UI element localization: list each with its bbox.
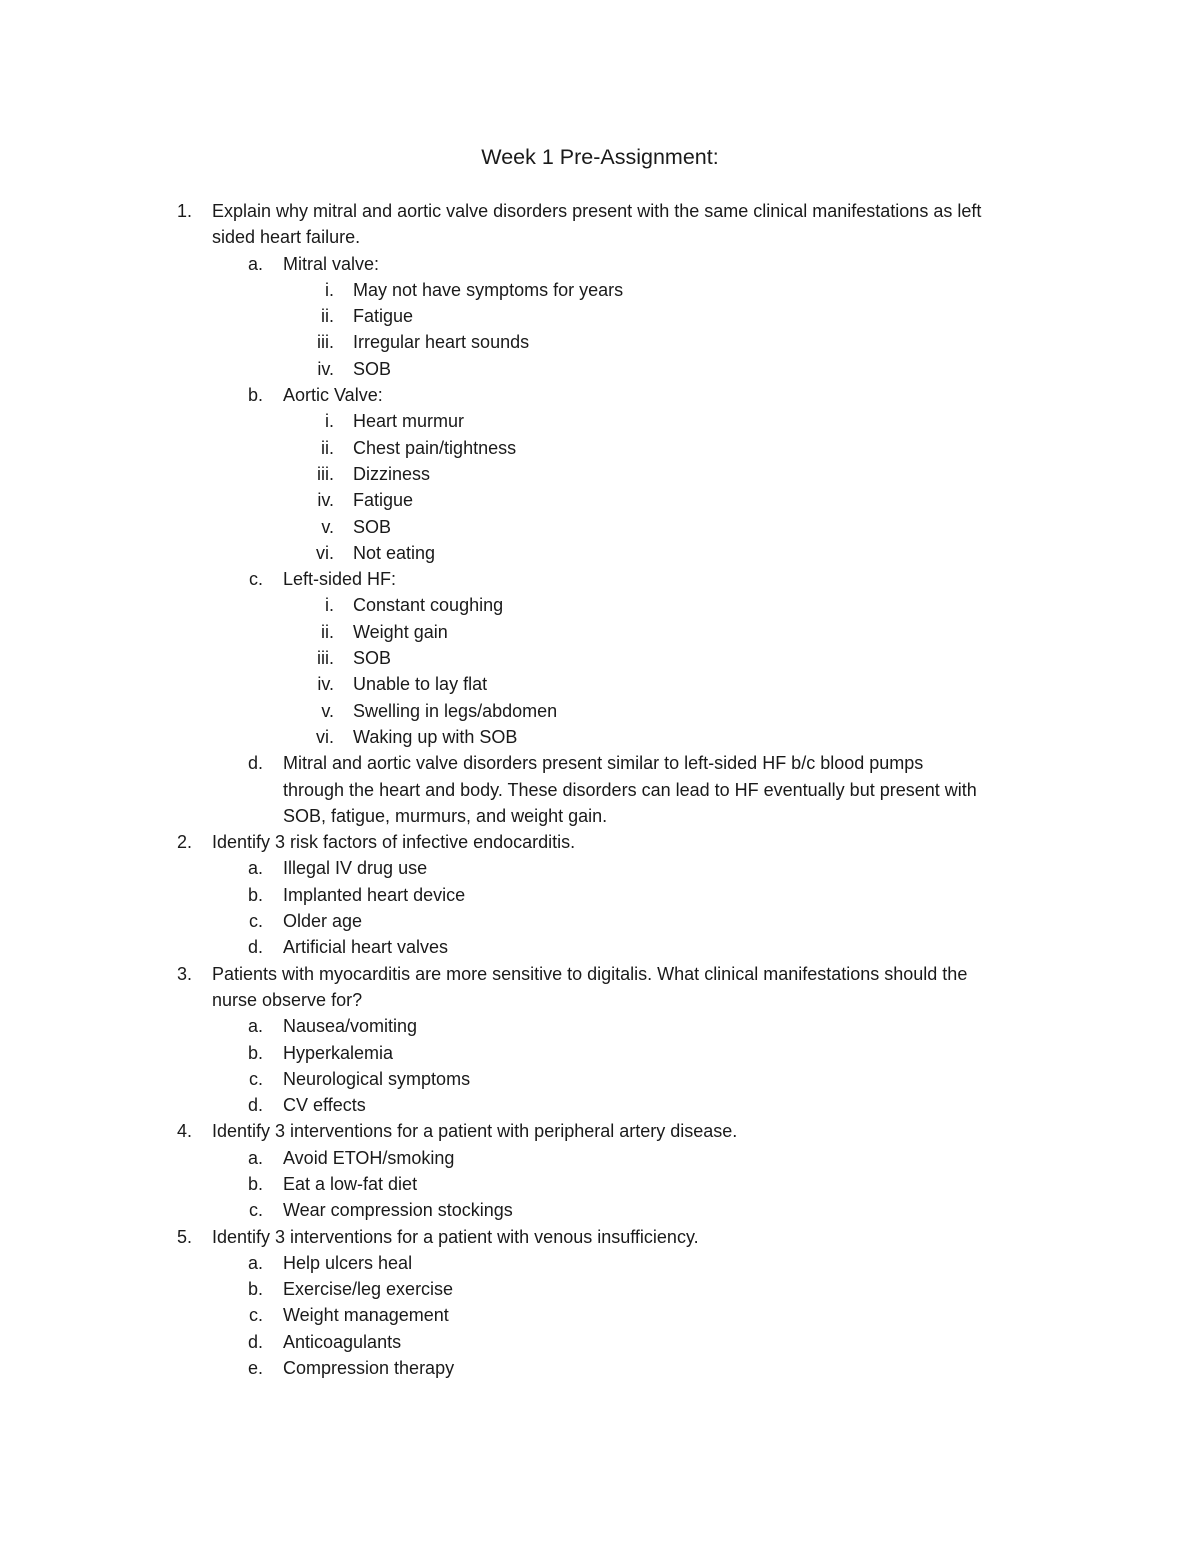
item-letter: d. [247,937,263,958]
item-text: Waking up with SOB [353,726,518,747]
question-line [0,987,1200,1013]
sub-list-item [0,303,1200,329]
list-item [0,251,1200,277]
list-item [0,1250,1200,1276]
page-title: Week 1 Pre-Assignment: [481,145,719,169]
question-line [0,829,1200,855]
item-letter: b. [247,385,263,406]
item-text: SOB [353,516,392,537]
list-item [0,1145,1200,1171]
item-numeral: iii. [317,648,334,669]
question-number: 5. [176,1226,192,1247]
item-numeral: iii. [317,463,334,484]
item-numeral: ii. [321,621,334,642]
question-2 [0,829,1200,960]
sub-list-item [0,487,1200,513]
sub-list-item [0,461,1200,487]
question-4 [0,1118,1200,1223]
item-letter: d. [247,753,263,774]
item-text: Older age [283,911,363,932]
sub-list-item [0,671,1200,697]
item-text: through the heart and body. These disorders can lead to HF eventually but present with [283,779,977,800]
item-numeral: ii. [321,437,334,458]
sub-list-item [0,408,1200,434]
item-letter: b. [247,1173,263,1194]
question-text: nurse observe for? [212,989,363,1010]
sub-list-item [0,329,1200,355]
list-item [0,934,1200,960]
item-text: Fatigue [353,306,414,327]
sub-list-item [0,514,1200,540]
item-text: Artificial heart valves [283,937,449,958]
list-item [0,382,1200,408]
question-text: Identify 3 interventions for a patient with peripheral artery disease. [212,1121,738,1142]
item-letter: e. [247,1358,263,1379]
list-item [0,1171,1200,1197]
item-text: May not have symptoms for years [353,279,624,300]
item-numeral: vi. [316,542,334,563]
question-1 [0,198,1200,829]
item-letter: c. [248,1305,263,1326]
item-text: Weight management [283,1305,449,1326]
list-item [0,1329,1200,1355]
item-letter: b. [247,1042,263,1063]
item-text: Avoid ETOH/smoking [283,1147,455,1168]
item-text: SOB, fatigue, murmurs, and weight gain. [283,805,608,826]
item-numeral: ii. [321,306,334,327]
list-item [0,1066,1200,1092]
item-text: Heart murmur [353,411,465,432]
item-text: Wear compression stockings [283,1200,513,1221]
item-numeral: i. [325,411,334,432]
item-text: Mitral valve: [283,253,380,274]
sub-list-item [0,592,1200,618]
question-text: Identify 3 risk factors of infective endocarditis. [212,832,576,853]
item-numeral: iv. [317,674,334,695]
sub-list-item [0,619,1200,645]
list-item [0,855,1200,881]
question-text: Identify 3 interventions for a patient with venous insufficiency. [212,1226,699,1247]
item-numeral: i. [325,279,334,300]
list-item-continuation [0,777,1200,803]
question-number: 3. [176,963,192,984]
question-number: 1. [176,201,192,221]
item-numeral: v. [321,700,334,721]
sub-list-item [0,277,1200,303]
question-text: Patients with myocarditis are more sensitive to digitalis. What clinical manifestations should the [212,963,968,984]
item-letter: d. [247,1331,263,1352]
item-text: Chest pain/tightness [353,437,517,458]
item-text: Not eating [353,542,436,563]
item-numeral: iv. [317,358,334,379]
question-line [0,1224,1200,1250]
item-text: Eat a low-fat diet [283,1173,418,1194]
sub-list-item [0,724,1200,750]
sub-list-item [0,698,1200,724]
list-item [0,1197,1200,1223]
item-letter: a. [247,1016,263,1037]
item-text: Nausea/vomiting [283,1016,418,1037]
item-text: Help ulcers heal [283,1252,413,1273]
sub-list-item [0,435,1200,461]
item-letter: c. [248,911,263,932]
item-letter: b. [247,1279,263,1300]
item-text: SOB [353,358,392,379]
sub-list-item [0,356,1200,382]
item-numeral: vi. [316,726,334,747]
question-line [0,1118,1200,1144]
list-item [0,1276,1200,1302]
item-text: Illegal IV drug use [283,858,428,879]
list-item [0,566,1200,592]
item-text: Swelling in legs/abdomen [353,700,558,721]
item-letter: c. [248,1068,263,1089]
item-letter: a. [247,858,263,879]
item-text: Compression therapy [283,1358,455,1379]
item-text: Neurological symptoms [283,1068,471,1089]
item-text: Exercise/leg exercise [283,1279,454,1300]
item-text: Unable to lay flat [353,674,488,695]
item-text: Dizziness [353,463,431,484]
item-text: CV effects [283,1095,366,1116]
sub-list-item [0,645,1200,671]
item-letter: c. [248,569,263,590]
question-text: sided heart failure. [212,227,361,248]
question-list [0,198,1200,1381]
item-letter: d. [247,1095,263,1116]
item-numeral: i. [325,595,334,616]
list-item [0,1355,1200,1381]
question-number: 4. [176,1121,192,1142]
sub-list-item [0,540,1200,566]
item-text: Irregular heart sounds [353,332,530,353]
list-item [0,908,1200,934]
item-numeral: v. [321,516,334,537]
item-numeral: iii. [317,332,334,353]
question-line [0,198,1200,224]
item-text: Hyperkalemia [283,1042,394,1063]
item-letter: b. [247,884,263,905]
item-text: Left-sided HF: [283,569,397,590]
item-letter: c. [248,1200,263,1221]
item-text: Implanted heart device [283,884,466,905]
item-text: Constant coughing [353,595,504,616]
item-numeral: iv. [317,490,334,511]
item-text: Mitral and aortic valve disorders present similar to left-sided HF b/c blood pumps [283,753,924,774]
list-item [0,1013,1200,1039]
item-letter: a. [247,1252,263,1273]
list-item [0,882,1200,908]
list-item [0,1040,1200,1066]
list-item [0,1092,1200,1118]
list-item-continuation [0,803,1200,829]
list-item [0,750,1200,776]
question-3 [0,961,1200,1119]
item-letter: a. [247,253,263,274]
item-text: Fatigue [353,490,414,511]
question-line [0,961,1200,987]
question-5 [0,1224,1200,1382]
item-text: Anticoagulants [283,1331,402,1352]
item-letter: a. [247,1147,263,1168]
item-text: Weight gain [353,621,448,642]
item-text: Aortic Valve: [283,385,383,406]
question-number: 2. [176,832,192,853]
question-line [0,224,1200,250]
list-item [0,1302,1200,1328]
item-text: SOB [353,648,392,669]
question-text: Explain why mitral and aortic valve disorders present with the same clinical manifestations as left [212,201,982,221]
